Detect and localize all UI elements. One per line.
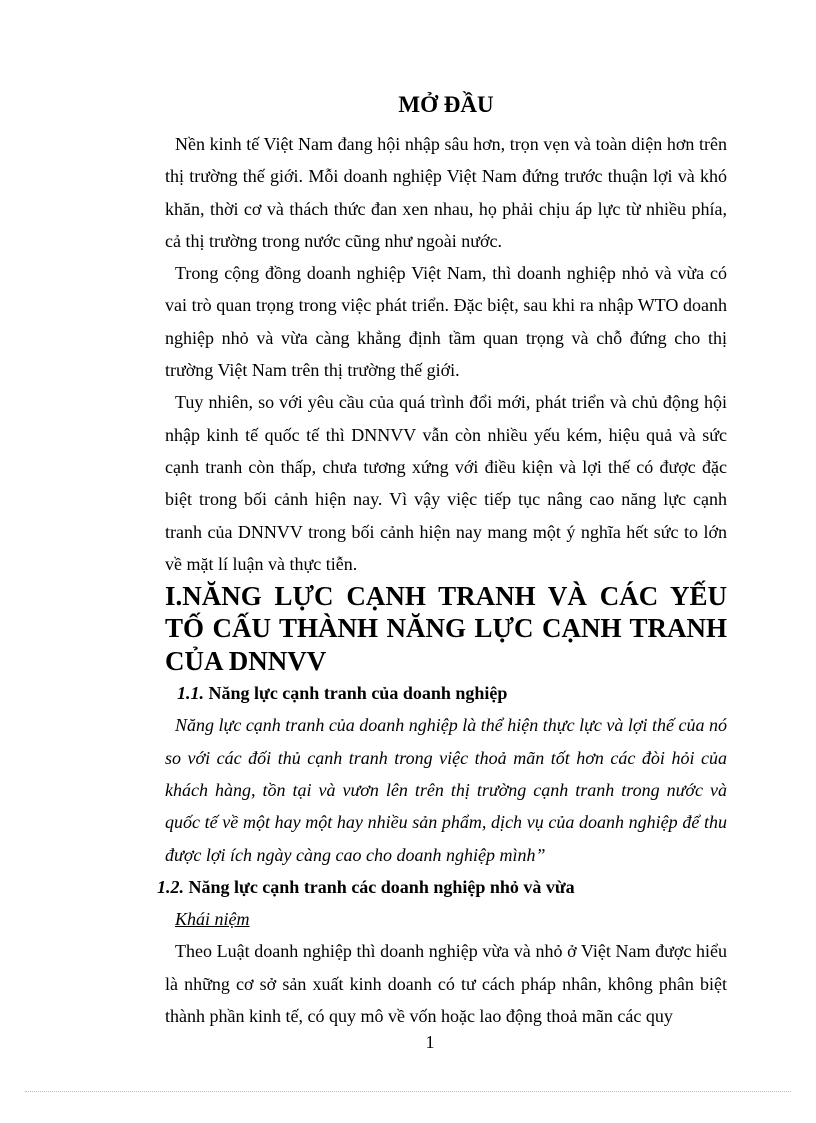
intro-paragraph-3: Tuy nhiên, so với yêu cầu của quá trình đổi mới, phát triển và chủ động hội nhập kinh tế quốc tế thì DNNVV vẫn còn nhiều yếu kém, hiệu quả và sức cạnh tranh còn thấp, chưa tương xứng với điều kiện và lợi thế có được đặc biệt trong bối cảnh hiện nay. Vì vậy việc tiếp tục nâng cao năng lực cạnh tranh của DNNVV trong bối cảnh hiện nay mang một ý nghĩa hết sức to lớn về mặt lí luận và thực tiễn. [165,392,727,574]
subsection-heading-1-1 [177,677,727,709]
intro-paragraph-1: Nền kinh tế Việt Nam đang hội nhập sâu hơn, trọn vẹn và toàn diện hơn trên thị trường thế giới. Mỗi doanh nghiệp Việt Nam đứng trước thuận lợi và khó khăn, thời cơ và thách thức đan xen nhau, họ phải chịu áp lực từ nhiều phía, cả thị trường trong nước cũng như ngoài nước. [165,134,727,251]
subsection-title: Năng lực cạnh tranh các doanh nghiệp nhỏ và vừa [188,876,575,897]
page-bottom-divider [25,1091,791,1092]
definition-paragraph: Năng lực cạnh tranh của doanh nghiệp là thể hiện thực lực và lợi thế của nó so với các đối thủ cạnh tranh trong việc thoả mãn tốt hơn các đòi hỏi của khách hàng, tồn tại và vươn lên trên thị trường cạnh tranh trong nước và quốc tế về một hay một hay nhiều sản phẩm, dịch vụ của doanh nghiệp để thu được lợi ích ngày càng cao cho doanh nghiệp mình” [165,715,727,865]
concept-label: Khái niệm [175,909,250,930]
page-number [0,1032,816,1053]
page-number-text: 1 [425,1032,435,1052]
subsection-title: Năng lực cạnh tranh của doanh nghiệp [208,683,508,704]
section-heading: I.NĂNG LỰC CẠNH TRANH VÀ CÁC YẾU TỐ CẤU THÀNH NĂNG LỰC CẠNH TRANH CỦA DNNVV [165,581,727,676]
document-title: MỞ ĐẦU [398,92,494,117]
subsection-number: 1.1. [177,683,204,704]
subsection-heading-1-2 [157,871,727,903]
document-page [157,90,727,1032]
subsection-number: 1.2. [157,876,184,897]
law-paragraph: Theo Luật doanh nghiệp thì doanh nghiệp vừa và nhỏ ở Việt Nam được hiểu là những cơ sở sản xuất kinh doanh có tư cách pháp nhân, không phân biệt thành phần kinh tế, có quy mô về vốn hoặc lao động thoả mãn các quy [165,941,727,1027]
intro-paragraph-2: Trong cộng đồng doanh nghiệp Việt Nam, thì doanh nghiệp nhỏ và vừa có vai trò quan trọng trong việc phát triển. Đặc biệt, sau khi ra nhập WTO doanh nghiệp nhỏ và vừa càng khẳng định tầm quan trọng và chỗ đứng cho thị trường Việt Nam trên thị trường thế giới. [165,263,727,381]
